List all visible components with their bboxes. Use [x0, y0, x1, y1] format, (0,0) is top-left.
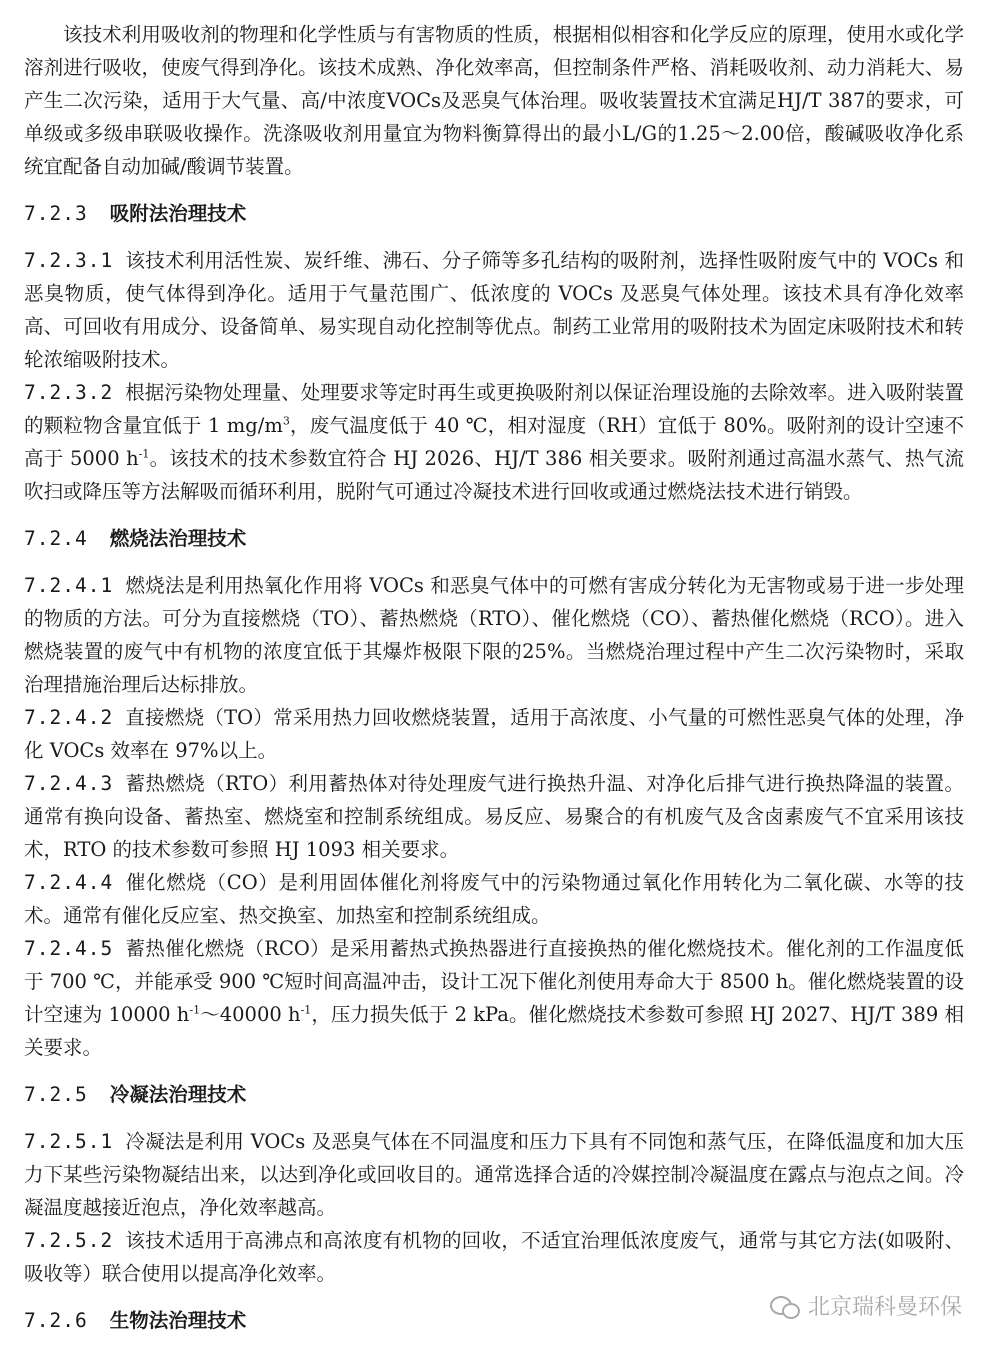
superscript: -1 — [300, 1003, 312, 1017]
superscript: -1 — [189, 1003, 201, 1017]
clause-number: 7.2.3.1 — [24, 249, 114, 272]
section-title: 吸附法治理技术 — [109, 202, 247, 225]
section-number: 7.2.4 — [24, 527, 88, 550]
clause-text-part: ，废气温度低于 40 ℃，相对湿度（RH）宜低于 80%。吸附剂的设计空速不高于 5000 h — [24, 414, 964, 470]
section-title: 燃烧法治理技术 — [109, 527, 247, 550]
clause-7-2-4-2 — [24, 701, 964, 767]
clause-7-2-3-2 — [24, 376, 964, 508]
clause-number: 7.2.5.1 — [24, 1130, 114, 1153]
clause-number: 7.2.4.3 — [24, 772, 114, 795]
clause-text-part: ～40000 h — [200, 1003, 301, 1026]
section-number: 7.2.5 — [24, 1083, 88, 1106]
clause-number: 7.2.4.1 — [24, 574, 114, 597]
clause-text: 催化燃烧（CO）是利用固体催化剂将废气中的污染物通过氧化作用转化为二氧化碳、水等的技术。通常有催化反应室、热交换室、加热室和控制系统组成。 — [24, 871, 964, 927]
clause-7-2-4-5 — [24, 932, 964, 1064]
clause-number: 7.2.4.2 — [24, 706, 114, 729]
superscript: 3 — [282, 414, 290, 428]
clause-number: 7.2.4.4 — [24, 871, 114, 894]
intro-paragraph: 该技术利用吸收剂的物理和化学性质与有害物质的性质，根据相似相容和化学反应的原理，使用水或化学溶剂进行吸收，使废气得到净化。该技术成熟、净化效率高，但控制条件严格、消耗吸收剂、动力消耗大、易产生二次污染，适用于大气量、高/中浓度VOCs及恶臭气体治理。吸收装置技术宜满足HJ/T 387的要求，可单级或多级串联吸收操作。洗涤吸收剂用量宜为物料衡算得出的最小L/G的1.25～2.00倍，酸碱吸收净化系统宜配备自动加碱/酸调节装置。 — [24, 23, 964, 178]
clause-number: 7.2.3.2 — [24, 381, 114, 404]
clause-text: 直接燃烧（TO）常采用热力回收燃烧装置，适用于高浓度、小气量的可燃性恶臭气体的处理，净化 VOCs 效率在 97%以上。 — [24, 706, 964, 762]
superscript: -1 — [138, 447, 150, 461]
watermark — [770, 1290, 962, 1321]
document-page — [24, 18, 964, 1351]
section-number: 7.2.3 — [24, 202, 88, 225]
watermark-text: 北京瑞科曼环保 — [807, 1295, 962, 1320]
clause-number: 7.2.4.5 — [24, 937, 114, 960]
clause-text: 该技术利用活性炭、炭纤维、沸石、分子筛等多孔结构的吸附剂，选择性吸附废气中的 VOCs 和恶臭物质，使气体得到净化。适用于气量范围广、低浓度的 VOCs 及恶臭气体处理。该技术具有净化效率高、可回收有用成分、设备简单、易实现自动化控制等优点。制药工业常用的吸附技术为固定床吸附技术和转轮浓缩吸附技术。 — [24, 249, 964, 371]
section-heading-7-2-5 — [24, 1078, 964, 1111]
clause-7-2-4-4 — [24, 866, 964, 932]
section-heading-7-2-3 — [24, 197, 964, 230]
clause-7-2-4-3 — [24, 767, 964, 866]
clause-number: 7.2.5.2 — [24, 1229, 114, 1252]
clause-text: 冷凝法是利用 VOCs 及恶臭气体在不同温度和压力下具有不同饱和蒸气压，在降低温度和加大压力下某些污染物凝结出来，以达到净化或回收目的。通常选择合适的冷媒控制冷凝温度在露点与泡点之间。冷凝温度越接近泡点，净化效率越高。 — [24, 1130, 964, 1219]
clause-text-part: 。该技术的技术参数宜符合 HJ 2026、HJ/T 386 相关要求。吸附剂通过高温水蒸气、热气流吹扫或降压等方法解吸而循环利用，脱附气可通过冷凝技术进行回收或通过燃烧法技术进行销毁。 — [24, 447, 964, 503]
clause-text-part: ，压力损失低于 2 kPa。催化燃烧技术参数可参照 HJ 2027、HJ/T 389 相关要求。 — [24, 1003, 964, 1059]
clause-text: 该技术适用于高沸点和高浓度有机物的回收，不适宜治理低浓度废气，通常与其它方法(如吸附、吸收等）联合使用以提高净化效率。 — [24, 1229, 964, 1285]
clause-7-2-3-1 — [24, 244, 964, 376]
clause-7-2-5-2 — [24, 1224, 964, 1290]
wechat-icon — [770, 1294, 800, 1318]
clause-7-2-5-1 — [24, 1125, 964, 1224]
clause-text-part: 根据污染物处理量、处理要求等定时再生或更换吸附剂以保证治理设施的去除效率。进入吸附装置的颗粒物含量宜低于 1 mg/m — [24, 381, 964, 437]
clause-7-2-4-1 — [24, 569, 964, 701]
clause-text-part: 蓄热催化燃烧（RCO）是采用蓄热式换热器进行直接换热的催化燃烧技术。催化剂的工作温度低于 700 ℃，并能承受 900 ℃短时间高温冲击，设计工况下催化剂使用寿命大于 8500 h。催化燃烧装置的设计空速为 10000 h — [24, 937, 964, 1026]
section-heading-7-2-4 — [24, 522, 964, 555]
clause-text: 蓄热燃烧（RTO）利用蓄热体对待处理废气进行换热升温、对净化后排气进行换热降温的装置。通常有换向设备、蓄热室、燃烧室和控制系统组成。易反应、易聚合的有机废气及含卤素废气不宜采用该技术，RTO 的技术参数可参照 HJ 1093 相关要求。 — [24, 772, 964, 861]
section-title: 冷凝法治理技术 — [109, 1083, 247, 1106]
section-number: 7.2.6 — [24, 1309, 88, 1332]
section-title: 生物法治理技术 — [109, 1309, 247, 1332]
clause-text: 燃烧法是利用热氧化作用将 VOCs 和恶臭气体中的可燃有害成分转化为无害物或易于进一步处理的物质的方法。可分为直接燃烧（TO）、蓄热燃烧（RTO）、催化燃烧（CO）、蓄热催化燃烧（RCO）。进入燃烧装置的废气中有机物的浓度宜低于其爆炸极限下限的25%。当燃烧治理过程中产生二次污染物时，采取治理措施治理后达标排放。 — [24, 574, 964, 696]
